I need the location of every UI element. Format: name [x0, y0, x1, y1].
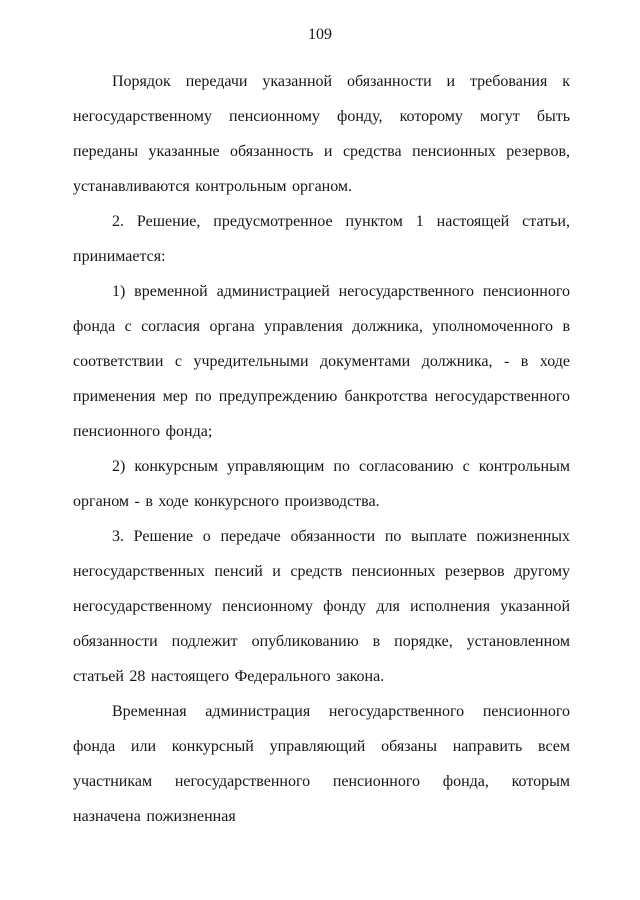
paragraph: 1) временной администрацией негосударственного пенсионного фонда с согласия органа управления должника, уполномоченного в соответствии с учредительными документами должника, - в ходе применения мер по предупреждению банкротства негосударственного пенсионного фонда; [73, 283, 570, 440]
paragraph: 2) конкурсным управляющим по согласованию с контрольным органом - в ходе конкурсного производства. [73, 458, 570, 510]
page-number: 109 [308, 26, 332, 43]
paragraph: Временная администрация негосударственного пенсионного фонда или конкурсный управляющий обязаны направить всем участникам негосударственного пенсионного фонда, которым назначена пожизненная [73, 703, 570, 825]
document-body [73, 64, 570, 834]
paragraph: 3. Решение о передаче обязанности по выплате пожизненных негосударственных пенсий и средств пенсионных резервов другому негосударственному пенсионному фонду для исполнения указанной обязанности подлежит опубликованию в порядке, установленном статьей 28 настоящего Федерального закона. [73, 528, 570, 685]
paragraph: 2. Решение, предусмотренное пунктом 1 настоящей статьи, принимается: [73, 213, 570, 265]
paragraph: Порядок передачи указанной обязанности и требования к негосударственному пенсионному фонду, которому могут быть переданы указанные обязанность и средства пенсионных резервов, устанавливаются контрольным органом. [73, 73, 570, 195]
